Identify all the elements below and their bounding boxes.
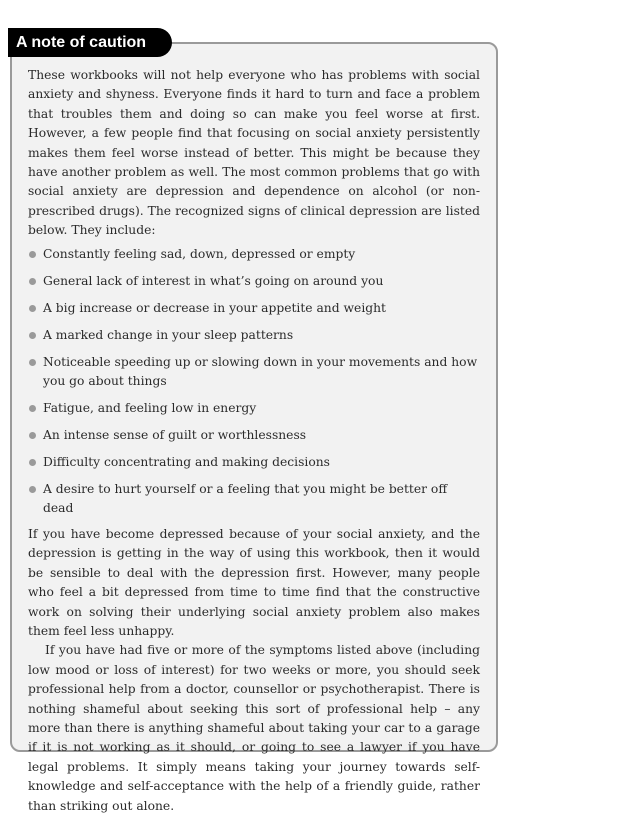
bullet-icon: [29, 405, 36, 412]
symptom-text: A marked change in your sleep patterns: [43, 327, 294, 342]
symptom-list: [28, 245, 480, 519]
bullet-icon: [29, 305, 36, 312]
symptom-text: General lack of interest in what’s going on around you: [43, 273, 384, 288]
bullet-icon: [29, 332, 36, 339]
box-content: [28, 66, 480, 816]
bullet-icon: [29, 459, 36, 466]
bullet-icon: [29, 486, 36, 493]
paragraph-depression: If you have become depressed because of your social anxiety, and the depression is getting in the way of using this workbook, then it would be sensible to deal with the depression first. However, many people who feel a bit depressed from time to time find that the constructive work on solving their underlying social anxiety problem also makes them feel less unhappy.: [28, 526, 480, 638]
symptom-item: [28, 426, 480, 445]
caution-box: [10, 42, 498, 813]
bullet-icon: [29, 251, 36, 258]
symptom-item: [28, 299, 480, 318]
symptom-text: An intense sense of guilt or worthlessness: [43, 428, 307, 443]
symptom-item: [28, 399, 480, 418]
bullet-icon: [29, 278, 36, 285]
paragraph-professional-help: If you have had five or more of the symptoms listed above (including low mood or loss of interest) for two weeks or more, you should seek professional help from a doctor, counsellor or psychotherapist. There is nothing shameful about seeking this sort of professional help – any more than there is anything shameful about taking your car to a garage if it is not working as it should, or going to see a lawyer if you have legal problems. It simply means taking your journey towards self-knowledge and self-acceptance with the help of a friendly guide, rather than striking out alone.: [28, 643, 480, 813]
box-title: A note of caution: [8, 28, 172, 57]
symptom-text: Constantly feeling sad, down, depressed or empty: [43, 246, 356, 261]
symptom-text: A desire to hurt yourself or a feeling that you might be better off dead: [43, 482, 448, 516]
symptom-item: [28, 353, 480, 392]
symptom-item: [28, 453, 480, 472]
bullet-icon: [29, 432, 36, 439]
symptom-item: [28, 480, 480, 519]
bullet-icon: [29, 359, 36, 366]
intro-paragraph: These workbooks will not help everyone who has problems with social anxiety and shyness. Everyone finds it hard to turn and face a problem that troubles them and doing so can make you feel worse at first. However, a few people find that focusing on social anxiety persistently makes them feel worse instead of better. This might be because they have another problem as well. The most common problems that go with social anxiety are depression and dependence on alcohol (or non-prescribed drugs). The recognized signs of clinical depression are listed below. They include:: [28, 68, 480, 238]
symptom-text: Fatigue, and feeling low in energy: [43, 401, 257, 416]
symptom-item: [28, 326, 480, 345]
symptom-item: [28, 245, 480, 264]
symptom-item: [28, 272, 480, 291]
symptom-text: Noticeable speeding up or slowing down in your movements and how you go about things: [43, 354, 478, 389]
symptom-text: A big increase or decrease in your appetite and weight: [43, 300, 386, 315]
symptom-text: Difficulty concentrating and making decisions: [43, 455, 330, 470]
